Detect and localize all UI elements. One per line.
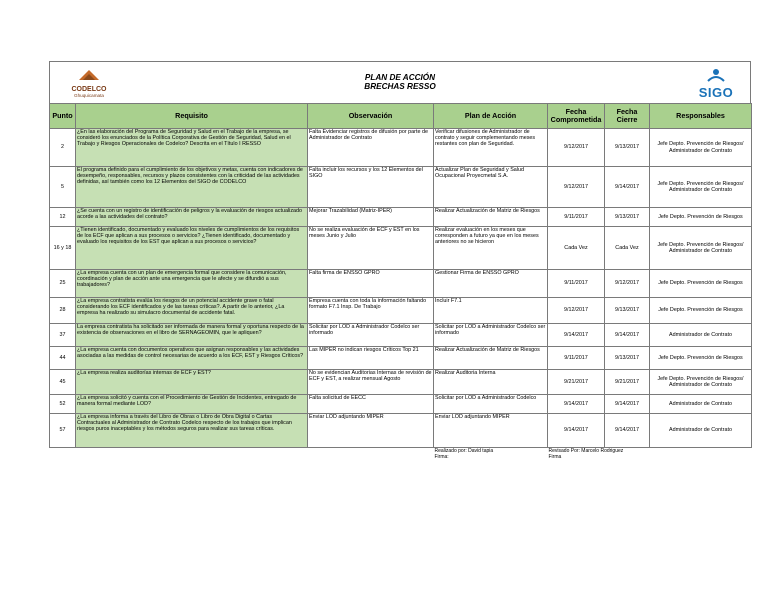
cell-punto: 44	[50, 347, 76, 370]
cell-responsables: Jefe Depto. Prevención de Riesgos	[650, 347, 752, 370]
cell-observacion: Enviar LOD adjuntando MIPER	[308, 414, 434, 448]
cell-punto: 28	[50, 298, 76, 324]
table-row	[50, 270, 752, 298]
table-row	[50, 370, 752, 395]
cell-plan: Solicitar por LOD a Administrador Codelco ser informado	[434, 324, 548, 347]
table-row	[50, 414, 752, 448]
cell-requisito: ¿La empresa solicitó y cuenta con el Procedimiento de Gestión de Incidentes, entregado de manera formal mediante LOD?	[76, 395, 308, 414]
cell-requisito: ¿En las elaboración del Programa de Seguridad y Salud en el Trabajo de la empresa, se consideró los enunciados de la Política Corporativa de Gestión de Seguridad, Salud en el Trabajo y Riesgos Operacionales de Codelco? Descrita en el Título I RESSO	[76, 129, 308, 167]
cell-responsables: Jefe Depto. Prevención de Riesgos/ Administrador de Contrato	[650, 167, 752, 208]
table-row	[50, 324, 752, 347]
cell-fecha-comprometida: 9/12/2017	[548, 298, 605, 324]
table-row	[50, 167, 752, 208]
codelco-logo-sub: Ghuquicamata	[74, 93, 104, 98]
table-row	[50, 208, 752, 227]
cell-requisito: ¿La empresa cuenta con documentos operativos que asignan responsables y las actividades asociadas a las medidas de control necesarias de acuerdo a los ECF, EST y Riesgos Críticos?	[76, 347, 308, 370]
cell-fecha-cierre: 9/21/2017	[605, 370, 650, 395]
cell-fecha-comprometida: 9/14/2017	[548, 324, 605, 347]
cell-plan: Verificar difusiones de Administrador de contrato y seguir complementando meses restantes con plan de Seguridad.	[434, 129, 548, 167]
cell-punto: 45	[50, 370, 76, 395]
cell-plan: Incluir F7.1	[434, 298, 548, 324]
cell-observacion: Falta solicitud de EECC	[308, 395, 434, 414]
cell-fecha-cierre: 9/14/2017	[605, 167, 650, 208]
cell-fecha-cierre: 9/12/2017	[605, 270, 650, 298]
cell-plan: Realizar Actualización de Matriz de Riesgos	[434, 347, 548, 370]
cell-observacion: Solicitar por LOD a Administrador Codelco ser informado	[308, 324, 434, 347]
cell-fecha-cierre: 9/14/2017	[605, 395, 650, 414]
signature-row	[50, 448, 752, 464]
table-row	[50, 227, 752, 270]
cell-punto: 37	[50, 324, 76, 347]
cell-fecha-comprometida: 9/21/2017	[548, 370, 605, 395]
firma-left: Firma:	[434, 454, 449, 461]
title-line-1: PLAN DE ACCIÓN	[364, 73, 436, 82]
table-row	[50, 395, 752, 414]
cell-punto: 52	[50, 395, 76, 414]
cell-punto: 16 y 18	[50, 227, 76, 270]
cell-requisito: ¿Se cuenta con un registro de identificación de peligros y la evaluación de riesgos actualizado acorde a las actividades del contrato?	[76, 208, 308, 227]
cell-observacion: Mejorar Trazabilidad (Matriz-IPER)	[308, 208, 434, 227]
cell-fecha-comprometida: 9/14/2017	[548, 395, 605, 414]
cell-plan: Gestionar Firma de ENSSO GPRO	[434, 270, 548, 298]
cell-fecha-cierre: 9/14/2017	[605, 414, 650, 448]
cell-observacion: Falta firma de ENSSO GPRO	[308, 270, 434, 298]
cell-fecha-cierre: Cada Vez	[605, 227, 650, 270]
cell-observacion: Las MIPER no indican riesgos Críticos Top 21	[308, 347, 434, 370]
col-responsables: Responsables	[650, 104, 752, 129]
firma-right: Firma	[548, 454, 562, 461]
col-requisito: Requisito	[76, 104, 308, 129]
cell-punto: 12	[50, 208, 76, 227]
cell-requisito: ¿La empresa informa a través del Libro de Obras o Libro de Obra Digital o Cartas Contractuales al Administrador de Contrato Codelco respecto de los trabajos que implican riesgos puros inaceptables y los métodos seguros para realizar sus tareas críticas.	[76, 414, 308, 448]
cell-plan: Realizar Auditoria Interna	[434, 370, 548, 395]
cell-responsables: Administrador de Contrato	[650, 324, 752, 347]
cell-observacion: Falta Evidenciar registros de difusión por parte de Administrador de Contrato	[308, 129, 434, 167]
action-plan-table	[49, 103, 752, 464]
col-observacion: Observación	[308, 104, 434, 129]
action-plan-sheet	[49, 61, 751, 464]
cell-plan: Enviar LOD adjuntando MIPER	[434, 414, 548, 448]
cell-responsables: Jefe Depto. Prevención de Riesgos/ Administrador de Contrato	[650, 227, 752, 270]
revisado-por: Revisado Por: Marcelo Rodriguez	[548, 448, 624, 454]
table-row	[50, 347, 752, 370]
cell-fecha-cierre: 9/14/2017	[605, 324, 650, 347]
cell-fecha-comprometida: Cada Vez	[548, 227, 605, 270]
cell-responsables: Jefe Depto. Prevención de Riesgos	[650, 298, 752, 324]
cell-fecha-cierre: 9/13/2017	[605, 208, 650, 227]
cell-plan: Realizar evaluación en los meses que corresponden a futuro ya que en los meses anteriores no se hicieron	[434, 227, 548, 270]
cell-punto: 25	[50, 270, 76, 298]
signature-left	[434, 448, 548, 464]
cell-responsables: Jefe Depto. Prevención de Riesgos	[650, 270, 752, 298]
sheet-header	[49, 61, 751, 103]
cell-fecha-comprometida: 9/11/2017	[548, 208, 605, 227]
realizado-por: Realizado por: David tapia	[434, 448, 494, 454]
table-row	[50, 298, 752, 324]
cell-fecha-comprometida: 9/11/2017	[548, 347, 605, 370]
cell-observacion: Falta incluir los recursos y los 12 Elementos del SIGO	[308, 167, 434, 208]
cell-responsables: Administrador de Contrato	[650, 414, 752, 448]
sigo-logo	[694, 68, 738, 99]
cell-requisito: ¿La empresa realiza auditorías internas de ECF y EST?	[76, 370, 308, 395]
cell-fecha-comprometida: 9/14/2017	[548, 414, 605, 448]
cell-plan: Realizar Actualización de Matriz de Riesgos	[434, 208, 548, 227]
cell-requisito: ¿La empresa cuenta con un plan de emergencia formal que considere la comunicación, coordinación y plan de acción ante una emergencia que le afecte y se difundió a sus trabajadores?	[76, 270, 308, 298]
cell-plan: Actualizar Plan de Seguridad y Salud Ocupacional Proyecmetal S.A.	[434, 167, 548, 208]
codelco-logo-word: CODELCO	[71, 86, 107, 93]
cell-punto: 57	[50, 414, 76, 448]
cell-fecha-comprometida: 9/12/2017	[548, 129, 605, 167]
cell-responsables: Jefe Depto. Prevención de Riesgos/ Administrador de Contrato	[650, 370, 752, 395]
cell-observacion: No se realiza evaluación de ECF y EST en los meses Junio y Julio	[308, 227, 434, 270]
cell-punto: 5	[50, 167, 76, 208]
sigo-emblem-icon	[706, 68, 726, 82]
col-fecha-comprometida: Fecha Comprometida	[548, 104, 605, 129]
col-fecha-cierre: Fecha Cierre	[605, 104, 650, 129]
cell-requisito: ¿Tienen identificado, documentado y evaluado los niveles de cumplimientos de los requisitos de los ECF que aplican a sus procesos o servicios? ¿Tienen identificado, documentado y evaluado los requisitos de los EST que aplican a sus procesos o servicios?	[76, 227, 308, 270]
cell-fecha-cierre: 9/13/2017	[605, 347, 650, 370]
cell-fecha-comprometida: 9/12/2017	[548, 167, 605, 208]
col-punto: Punto	[50, 104, 76, 129]
signature-right	[548, 448, 752, 464]
cell-fecha-cierre: 9/13/2017	[605, 129, 650, 167]
cell-responsables: Jefe Depto. Prevención de Riesgos	[650, 208, 752, 227]
cell-observacion: No se evidencian Auditorias Internas de revisión de ECF y EST, a realizar mensual Agosto	[308, 370, 434, 395]
table-row	[50, 129, 752, 167]
cell-fecha-cierre: 9/13/2017	[605, 298, 650, 324]
cell-plan: Solicitar por LOD a Administrador Codelco	[434, 395, 548, 414]
cell-punto: 2	[50, 129, 76, 167]
sigo-logo-word: SIGO	[698, 85, 734, 100]
cell-requisito: El programa definido para el cumplimiento de los objetivos y metas, cuenta con indicadores de desempeño, responsables, recursos y plazos consistentes con la criticidad de las actividades definidas, así también como los 12 Elementos del SIGO de CODELCO	[76, 167, 308, 208]
cell-requisito: La empresa contratista ha solicitado ser informada de manera formal y oportuna respecto de la existencia de observaciones en el libro de SERNAGEOMIN, que le apliquen?	[76, 324, 308, 347]
cell-observacion: Empresa cuenta con toda la información faltando formato F7.1 Insp. De Trabajo	[308, 298, 434, 324]
cell-fecha-comprometida: 9/11/2017	[548, 270, 605, 298]
page-title	[50, 73, 750, 91]
cell-responsables: Jefe Depto. Prevención de Riesgos/ Administrador de Contrato	[650, 129, 752, 167]
cell-responsables: Administrador de Contrato	[650, 395, 752, 414]
table-header-row	[50, 104, 752, 129]
col-plan: Plan de Acción	[434, 104, 548, 129]
cell-requisito: ¿La empresa contratista evalúa los riesgos de un potencial accidente grave o fatal considerando los ECF identificados y de las tareas críticas?. A partir de lo anterior, ¿La empresa ha realizado su simulacro documental de accidente fatal.	[76, 298, 308, 324]
title-line-2: BRECHAS RESSO	[364, 82, 436, 91]
